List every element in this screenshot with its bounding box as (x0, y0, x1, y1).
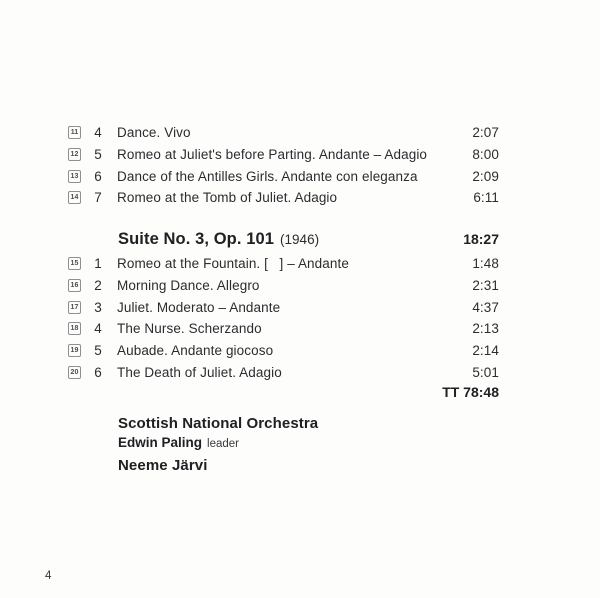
track-row (68, 144, 499, 166)
leader-line (118, 436, 318, 451)
track-row (68, 165, 499, 187)
cd-track-badge (68, 126, 81, 139)
movement-number: 4 (94, 321, 102, 337)
track-row (68, 361, 499, 383)
track-row (68, 122, 499, 144)
cd-track-number: 19 (70, 347, 79, 355)
track-duration: 5:01 (472, 364, 499, 380)
track-row (68, 340, 499, 362)
cd-track-number: 15 (70, 260, 79, 268)
movement-number: 7 (94, 190, 102, 206)
track-title: Morning Dance. Allegro (117, 278, 260, 294)
track-title: The Nurse. Scherzando (117, 321, 262, 337)
movement-number: 6 (94, 168, 102, 184)
track-title: Dance. Vivo (117, 125, 191, 141)
cd-track-number: 14 (70, 194, 79, 202)
suite-heading-row (68, 230, 499, 252)
track-duration: 6:11 (473, 190, 499, 206)
track-section-1 (68, 122, 499, 209)
orchestra-name: Scottish National Orchestra (118, 415, 319, 432)
leader-role: leader (207, 438, 239, 450)
cd-track-number: 12 (70, 151, 79, 159)
track-duration: 8:00 (472, 147, 499, 163)
track-row (68, 187, 499, 209)
cd-track-number: 16 (70, 282, 79, 290)
cd-track-number: 20 (70, 368, 79, 376)
track-row (68, 253, 499, 275)
track-row (68, 318, 499, 340)
suite-title: Suite No. 3, Op. 101 (118, 230, 275, 248)
track-section-2 (68, 253, 499, 383)
track-row (68, 275, 499, 297)
track-title: Romeo at the Fountain. [ ] – Andante (117, 256, 349, 272)
track-duration: 2:09 (472, 168, 499, 184)
cd-track-badge (68, 344, 81, 357)
cd-track-number: 18 (70, 325, 79, 333)
cd-track-number: 13 (70, 172, 79, 180)
movement-number: 6 (94, 364, 102, 380)
page-number: 4 (45, 570, 52, 582)
cd-track-badge (68, 366, 81, 379)
cd-track-number: 17 (70, 303, 79, 311)
track-duration: 2:13 (472, 321, 499, 337)
suite-year: (1946) (280, 232, 320, 247)
movement-number: 4 (94, 125, 102, 141)
cd-track-badge (68, 148, 81, 161)
cd-track-number: 11 (70, 129, 79, 137)
movement-number: 5 (94, 343, 102, 359)
track-row (68, 296, 499, 318)
track-duration: 4:37 (472, 299, 499, 315)
track-title: Romeo at the Tomb of Juliet. Adagio (117, 190, 338, 206)
cd-track-badge (68, 322, 81, 335)
track-duration: 2:31 (472, 278, 499, 294)
track-title: Juliet. Moderato – Andante (117, 299, 281, 315)
movement-number: 2 (94, 278, 102, 294)
track-title: Romeo at Juliet's before Parting. Andante – Adagio (117, 147, 428, 163)
track-duration: 2:14 (472, 343, 499, 359)
track-duration: 1:48 (472, 256, 499, 272)
conductor-name: Neeme Järvi (118, 456, 208, 474)
track-title: Aubade. Andante giocoso (117, 343, 274, 359)
leader-name: Edwin Paling (118, 435, 203, 450)
track-title: The Death of Juliet. Adagio (117, 364, 282, 380)
track-title: Dance of the Antilles Girls. Andante con eleganza (117, 168, 418, 184)
total-time: TT 78:48 (442, 384, 499, 400)
movement-number: 5 (94, 147, 102, 163)
track-duration: 2:07 (472, 125, 499, 141)
cd-track-badge (68, 257, 81, 270)
cd-track-badge (68, 170, 81, 183)
cd-track-badge (68, 279, 81, 292)
cd-track-badge (68, 191, 81, 204)
credits-block (118, 416, 318, 473)
cd-track-badge (68, 301, 81, 314)
movement-number: 1 (94, 256, 102, 272)
suite-total-duration: 18:27 (463, 231, 499, 247)
movement-number: 3 (94, 299, 102, 315)
